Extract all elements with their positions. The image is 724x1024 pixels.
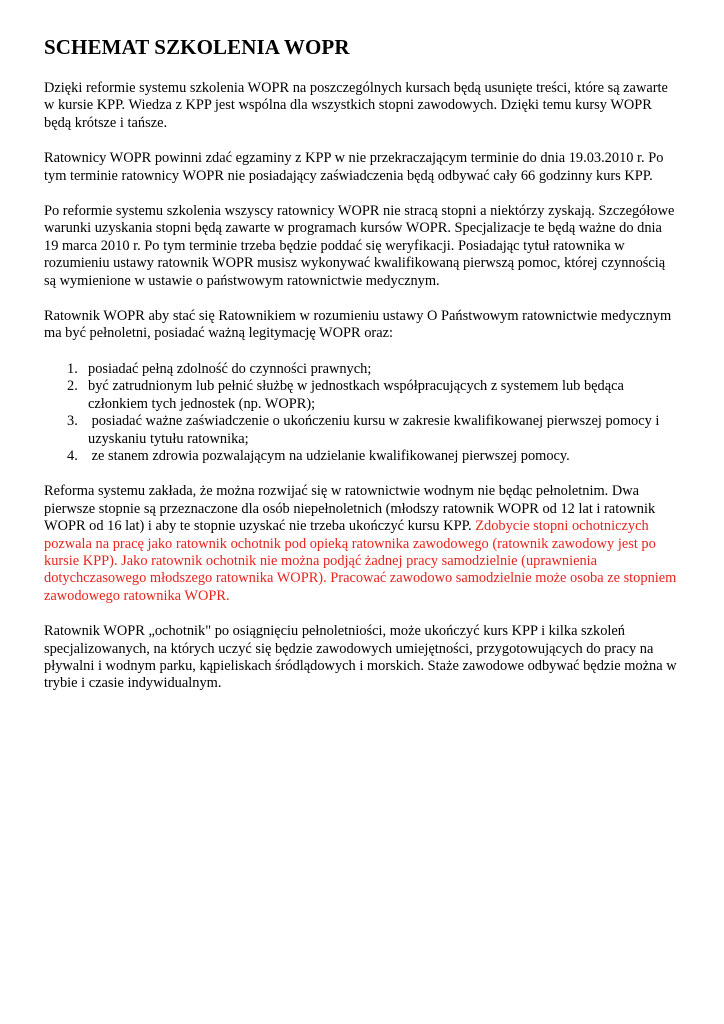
list-item-text: posiadać ważne zaświadczenie o ukończeniu kursu w zakresie kwalifikowanej pierwszej pomocy i uzyskaniu tytułu ratownika; — [88, 413, 664, 447]
paragraph-reform-intro: Dzięki reformie systemu szkolenia WOPR na poszczególnych kursach będą usunięte treści, które są zawarte w kursie KPP. Wiedza z KPP jest wspólna dla wszystkich stopni zawodowych. Dzięki temu kursy WOPR będą krótsze i tańsze. — [44, 80, 668, 131]
paragraph-ranks: Po reformie systemu szkolenia wszyscy ratownicy WOPR nie stracą stopni a niektórzy zyskają. Szczegółowe warunki uzyskania stopni będą zawarte w programach kursów WOPR. Specjalizacje te będą ważne do dnia 19 marca 2010 r. Po tym terminie trzeba będzie poddać się weryfikacji. Posiadając tytuł ratownika w rozumieniu ustawy ratownik WOPR musisz wykonywać kwalifikowaną pierwszą pomoc, której czynnością są wymienione w ustawie o państwowym ratownictwie medycznym. — [44, 203, 675, 289]
list-item — [44, 378, 678, 413]
document-title: SCHEMAT SZKOLENIA WOPR — [44, 35, 350, 59]
list-item — [44, 448, 678, 465]
paragraph-minors-highlight: Zdobycie stopni ochotniczych pozwala na pracę jako ratownik ochotnik pod opieką ratownika zawodowego (ratownik zawodowy jest po kursie KPP). Jako ratownik ochotnik nie można podjąć żadnej pracy samodzielnie (uprawnienia dotychczasowego młodszego ratownika WOPR). Pracować zawodowo samodzielnie może osoba ze stopniem zawodowego ratownika WOPR. — [44, 518, 677, 604]
list-item-text: ze stanem zdrowia pozwalającym na udzielanie kwalifikowanej pierwszej pomocy. — [88, 447, 570, 464]
list-item-number: 3. — [67, 413, 78, 430]
paragraph-requirements-intro: Ratownik WOPR aby stać się Ratownikiem w rozumieniu ustawy O Państwowym ratownictwie medycznym ma być pełnoletni, posiadać ważną legitymację WOPR oraz: — [44, 308, 672, 342]
list-item-number: 2. — [67, 378, 78, 395]
list-item-text: być zatrudnionym lub pełnić służbę w jednostkach współpracujących z systemem lub będąca członkiem tych jednostek (np. WOPR); — [88, 378, 624, 412]
paragraph-kpp-deadline: Ratownicy WOPR powinni zdać egzaminy z KPP w nie przekraczającym terminie do dnia 19.03.2010 r. Po tym terminie ratownicy WOPR nie posiadający zaświadczenia będą odbywać cały 66 godzinny kurs KPP. — [44, 150, 664, 184]
paragraph-minors — [44, 483, 678, 605]
list-item — [44, 361, 678, 378]
document-page — [44, 34, 678, 711]
paragraph-volunteer: Ratownik WOPR „ochotnik" po osiągnięciu pełnoletniości, może ukończyć kurs KPP i kilka szkoleń specjalizowanych, na których uczyć się będzie zawodowych umiejętności, przygotowujących do pracy na pływalni i wodnym parku, kąpieliskach śródlądowych i morskich. Staże zawodowe odbywać będzie można w trybie i czasie indywidualnym. — [44, 623, 677, 692]
list-item-number: 4. — [67, 447, 78, 464]
paragraph-minors-text: Reforma systemu zakłada, że można rozwijać się w ratownictwie wodnym nie będąc pełnoletnim. Dwa pierwsze stopnie są przeznaczone dla osób niepełnoletnich (młodszy ratownik WOPR od 12 lat i ratownik WOPR od 16 lat) i aby te stopnie uzyskać nie trzeba ukończyć kursu KPP. — [44, 483, 656, 535]
requirements-list — [44, 361, 678, 465]
list-item-number: 1. — [67, 360, 78, 377]
list-item-text: posiadać pełną zdolność do czynności prawnych; — [88, 360, 372, 377]
list-item — [44, 413, 678, 448]
